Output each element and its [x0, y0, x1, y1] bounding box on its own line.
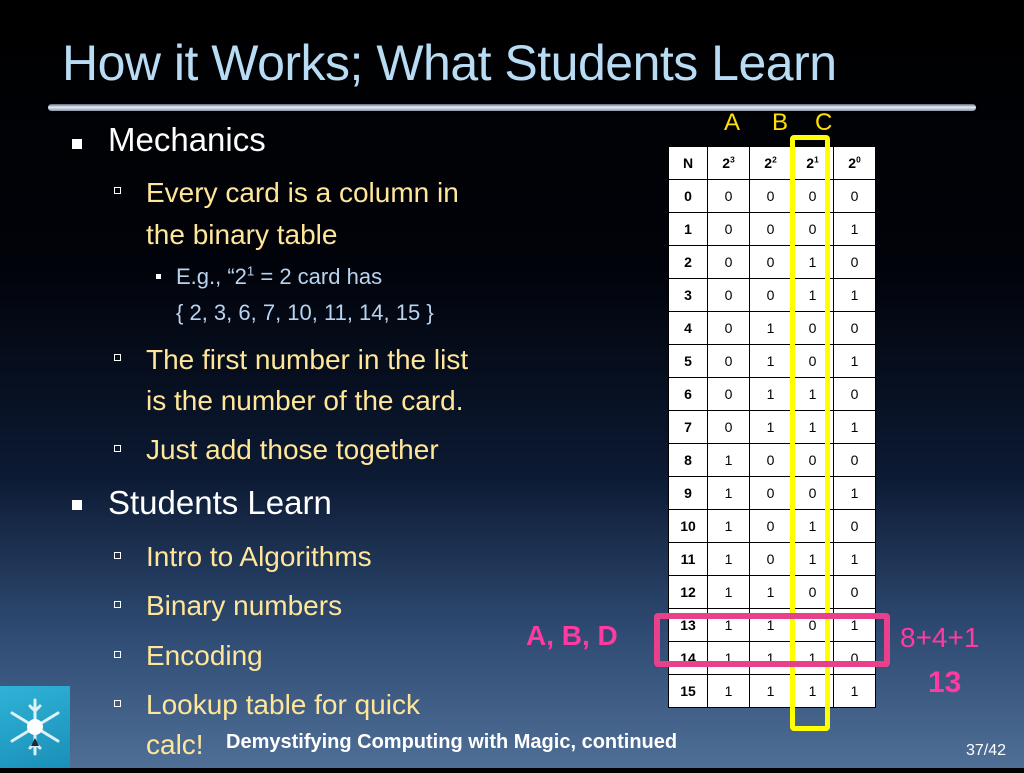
bit-cell: 0: [792, 345, 834, 378]
bit-cell: 1: [792, 642, 834, 675]
bit-cell: 1: [708, 576, 750, 609]
bullet-marker: [114, 601, 121, 608]
page-number: 37/42: [966, 742, 1007, 759]
bullet-card-column-line1: Every card is a column in: [146, 177, 459, 208]
bit-cell: 0: [708, 213, 750, 246]
bit-cell: 0: [750, 213, 792, 246]
bit-cell: 0: [792, 213, 834, 246]
bit-cell: 1: [792, 246, 834, 279]
bit-cell: 1: [750, 378, 792, 411]
row-number-cell: 0: [669, 180, 708, 213]
sum-annotation: 8+4+1: [900, 622, 980, 653]
slide-title: How it Works; What Students Learn: [62, 35, 837, 91]
row-number-cell: 8: [669, 444, 708, 477]
header-exp: 3: [730, 154, 735, 165]
table-row: [669, 510, 876, 543]
bullet-mechanics: Mechanics: [108, 121, 266, 158]
header-base: 2: [764, 155, 773, 171]
snowflake-logo-svg: [0, 686, 70, 768]
bit-cell: 1: [750, 411, 792, 444]
cards-annotation: A, B, D: [526, 620, 618, 651]
example-line2: { 2, 3, 6, 7, 10, 11, 14, 15 }: [176, 300, 434, 325]
column-label-b: B: [772, 109, 789, 136]
row-number-cell: 3: [669, 279, 708, 312]
bit-cell: 0: [792, 576, 834, 609]
table-row: [669, 543, 876, 576]
example-pre: E.g., “2: [176, 264, 247, 289]
table-row: [669, 576, 876, 609]
row-number-cell: 12: [669, 576, 708, 609]
bit-cell: 0: [834, 444, 876, 477]
table-row: [669, 675, 876, 708]
bit-cell: 1: [750, 642, 792, 675]
bullet-marker: [114, 651, 121, 658]
bit-cell: 0: [834, 378, 876, 411]
row-number-cell: 9: [669, 477, 708, 510]
bit-cell: 0: [708, 345, 750, 378]
bullet-first-number-line1: The first number in the list: [146, 344, 469, 375]
row-number-cell: 15: [669, 675, 708, 708]
header-exp: 2: [772, 154, 777, 165]
bit-cell: 0: [834, 246, 876, 279]
bit-cell: 1: [708, 642, 750, 675]
bit-cell: 0: [792, 180, 834, 213]
header-n: N: [669, 147, 708, 180]
bit-cell: 0: [708, 312, 750, 345]
bit-cell: 0: [750, 180, 792, 213]
row-number-cell: 4: [669, 312, 708, 345]
bullet-lookup-table-line2: calc!: [146, 729, 204, 760]
example-line1: [176, 262, 382, 292]
header-exp: 0: [856, 154, 861, 165]
bit-cell: 0: [834, 642, 876, 675]
bullet-marker: [114, 187, 121, 194]
bit-cell: 0: [708, 246, 750, 279]
bullet-intro-algorithms: Intro to Algorithms: [146, 541, 372, 572]
row-number-cell: 11: [669, 543, 708, 576]
bit-cell: 1: [834, 279, 876, 312]
bullet-card-column-line2: the binary table: [146, 219, 338, 250]
bit-cell: 1: [792, 411, 834, 444]
table-row: [669, 345, 876, 378]
bit-cell: 1: [750, 609, 792, 642]
bit-cell: 1: [708, 675, 750, 708]
row-number-cell: 6: [669, 378, 708, 411]
column-label-a: A: [724, 109, 741, 136]
table-row: [669, 312, 876, 345]
bit-cell: 0: [792, 609, 834, 642]
bullet-lookup-table-line1: Lookup table for quick: [146, 689, 420, 720]
bit-cell: 0: [750, 279, 792, 312]
bit-cell: 1: [750, 312, 792, 345]
header-2-pow-0: [834, 147, 876, 180]
table-row: [669, 213, 876, 246]
footer-title: Demystifying Computing with Magic, continued: [226, 731, 678, 753]
bit-cell: 0: [834, 180, 876, 213]
row-13-highlight: [654, 613, 890, 667]
bullet-binary-numbers: Binary numbers: [146, 590, 343, 621]
row-number-cell: 13: [669, 609, 708, 642]
bit-cell: 1: [708, 444, 750, 477]
row-number-cell: 7: [669, 411, 708, 444]
bit-cell: 1: [792, 675, 834, 708]
bit-cell: 1: [792, 378, 834, 411]
result-annotation: 13: [928, 666, 962, 699]
table-row: [669, 378, 876, 411]
bit-cell: 1: [834, 675, 876, 708]
table-row: [669, 444, 876, 477]
bit-cell: 1: [834, 477, 876, 510]
row-number-cell: 10: [669, 510, 708, 543]
example-sup: 1: [246, 263, 255, 279]
bullet-marker: [114, 700, 121, 707]
bit-cell: 0: [834, 510, 876, 543]
table-header-row: [669, 147, 876, 180]
row-number-cell: 2: [669, 246, 708, 279]
bit-cell: 0: [750, 543, 792, 576]
bullet-marker: [114, 354, 121, 361]
bit-cell: 0: [750, 477, 792, 510]
bit-cell: 0: [708, 411, 750, 444]
bit-cell: 0: [750, 246, 792, 279]
header-2-pow-2: [750, 147, 792, 180]
bullet-marker: [114, 445, 121, 452]
table-row: [669, 477, 876, 510]
bullet-marker: [72, 139, 82, 149]
bullet-students-learn: Students Learn: [108, 484, 332, 521]
table-row: [669, 279, 876, 312]
row-number-cell: 5: [669, 345, 708, 378]
bit-cell: 1: [708, 477, 750, 510]
table-row: [669, 411, 876, 444]
bit-cell: 1: [834, 411, 876, 444]
bit-cell: 0: [792, 477, 834, 510]
bit-cell: 0: [750, 510, 792, 543]
bit-cell: 0: [834, 312, 876, 345]
header-exp: 1: [814, 154, 819, 165]
bit-cell: 0: [792, 312, 834, 345]
bit-cell: 0: [792, 444, 834, 477]
bit-cell: 1: [750, 576, 792, 609]
bit-cell: 1: [792, 279, 834, 312]
bit-cell: 1: [750, 675, 792, 708]
title-divider: [48, 104, 976, 111]
header-2-pow-3: [708, 147, 750, 180]
example-post: = 2 card has: [254, 264, 383, 289]
bullet-marker: [72, 500, 82, 510]
bit-cell: 1: [834, 609, 876, 642]
header-base: 2: [848, 155, 857, 171]
row-number-cell: 1: [669, 213, 708, 246]
bit-cell: 1: [708, 510, 750, 543]
bullet-first-number-line2: is the number of the card.: [146, 385, 464, 416]
bit-cell: 1: [834, 345, 876, 378]
bit-cell: 1: [834, 213, 876, 246]
header-base: 2: [806, 155, 815, 171]
bit-cell: 1: [834, 543, 876, 576]
bit-cell: 1: [792, 543, 834, 576]
bit-cell: 0: [708, 279, 750, 312]
bit-cell: 1: [708, 543, 750, 576]
bit-cell: 1: [750, 345, 792, 378]
header-base: 2: [722, 155, 731, 171]
bit-cell: 0: [750, 444, 792, 477]
bit-cell: 1: [708, 609, 750, 642]
snowflake-logo-icon: [0, 686, 70, 768]
bit-cell: 0: [708, 378, 750, 411]
column-label-c: C: [815, 109, 833, 136]
bullet-marker: [114, 552, 121, 559]
bit-cell: 0: [708, 180, 750, 213]
table-row: [669, 246, 876, 279]
bullet-add-together: Just add those together: [146, 434, 439, 465]
bit-cell: 0: [834, 576, 876, 609]
row-number-cell: 14: [669, 642, 708, 675]
bit-cell: 1: [792, 510, 834, 543]
bullet-marker: [156, 274, 161, 279]
bullet-encoding: Encoding: [146, 640, 263, 671]
table-row: [669, 180, 876, 213]
